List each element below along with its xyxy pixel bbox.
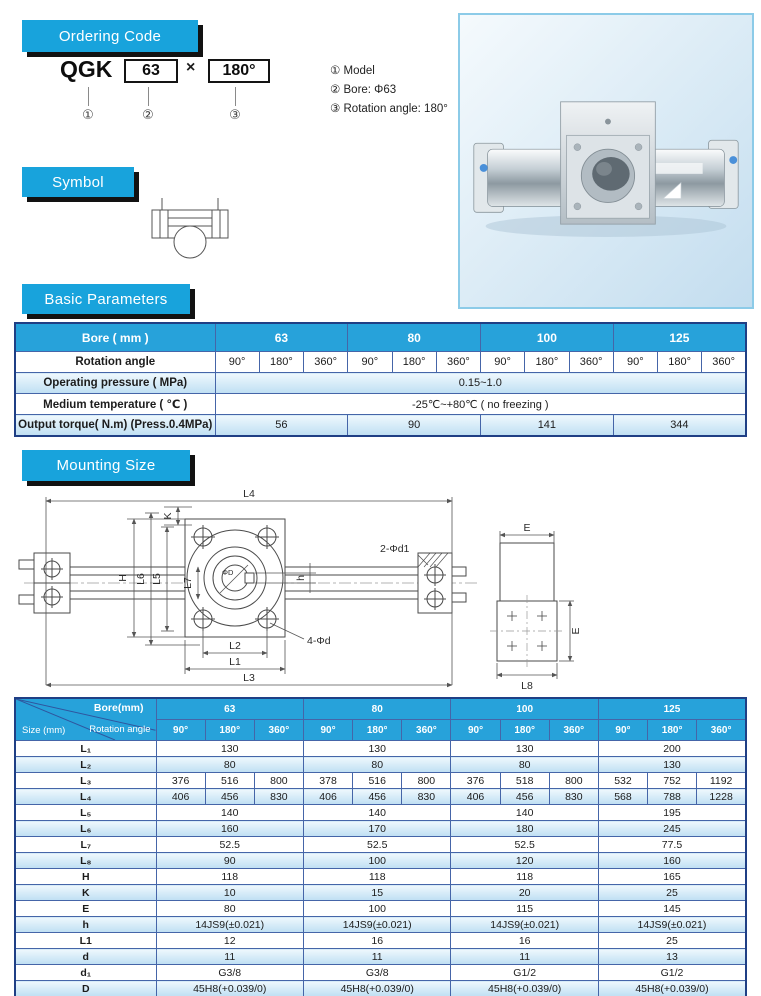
dim-label-L4: L4 [243, 488, 255, 500]
dim-label-L7: L7 [182, 577, 194, 589]
cell: 45H8(+0.039/0) [451, 981, 598, 996]
cell: 180° [658, 352, 702, 373]
row-label: L1 [15, 933, 156, 949]
section-header-mounting-size [22, 450, 190, 481]
table-row [15, 373, 746, 394]
cell: 0.15~1.0 [215, 373, 746, 394]
cell: 456 [205, 789, 254, 805]
column-header: 360° [402, 720, 451, 741]
table-row [15, 965, 746, 981]
cell: 14JS9(±0.021) [303, 917, 450, 933]
dim-label-bore: ΦD [222, 568, 234, 577]
cell: 100 [303, 901, 450, 917]
column-header: 360° [697, 720, 746, 741]
table-row [15, 352, 746, 373]
cell: 20 [451, 885, 598, 901]
cell: 90 [156, 853, 303, 869]
cell: 90° [348, 352, 392, 373]
cell: 11 [303, 949, 450, 965]
ordering-code-bore-box: 63 [124, 59, 178, 83]
column-header: 360° [254, 720, 303, 741]
dim-label-K: K [162, 512, 174, 520]
dim-label-L2: L2 [229, 640, 241, 652]
cell: 140 [156, 805, 303, 821]
cell: 406 [156, 789, 205, 805]
cell: 90° [613, 352, 657, 373]
mounting-size-table [14, 697, 747, 996]
cell: 830 [549, 789, 598, 805]
cell: 752 [648, 773, 697, 789]
table-row [15, 789, 746, 805]
table-row [15, 394, 746, 415]
row-label: L₆ [15, 821, 156, 837]
cell: 378 [303, 773, 352, 789]
cell: 90 [348, 415, 481, 437]
callout-number-2: ② [142, 107, 154, 122]
cell: 130 [598, 757, 746, 773]
cell: 52.5 [156, 837, 303, 853]
column-header: 180° [205, 720, 254, 741]
cell: 80 [303, 757, 450, 773]
callout-line [148, 87, 149, 106]
cell: 344 [613, 415, 746, 437]
cell: 130 [156, 741, 303, 757]
cell: 360° [569, 352, 613, 373]
column-header: 90° [156, 720, 205, 741]
basic-parameters-table [14, 322, 747, 437]
dim-label-h-key: h [295, 575, 307, 581]
cell: 140 [303, 805, 450, 821]
cell: 145 [598, 901, 746, 917]
callout-line [235, 87, 236, 106]
table-row [15, 741, 746, 757]
cell: 80 [156, 757, 303, 773]
column-header-bore: Bore ( mm ) [15, 323, 215, 352]
column-header: 63 [215, 323, 348, 352]
legend-item: ① Model [330, 65, 375, 77]
row-label: L₈ [15, 853, 156, 869]
column-header: 80 [303, 698, 450, 720]
table-row [15, 821, 746, 837]
dim-label-L6: L6 [135, 573, 147, 585]
cell: 11 [156, 949, 303, 965]
cell: 130 [451, 741, 598, 757]
cell: 13 [598, 949, 746, 965]
callout-line [88, 87, 89, 106]
table-header-row [15, 698, 746, 720]
row-label: D [15, 981, 156, 996]
section-header-ordering-code [22, 20, 198, 52]
cell: 15 [303, 885, 450, 901]
cell: 516 [353, 773, 402, 789]
dim-label-L5: L5 [151, 573, 163, 585]
cell: 180 [451, 821, 598, 837]
cell: 170 [303, 821, 450, 837]
cell: 180° [392, 352, 436, 373]
cell: 14JS9(±0.021) [156, 917, 303, 933]
cell: 45H8(+0.039/0) [598, 981, 746, 996]
cell: 52.5 [451, 837, 598, 853]
table-row [15, 773, 746, 789]
cell: 120 [451, 853, 598, 869]
dim-label-H: H [117, 574, 129, 582]
cell: 118 [451, 869, 598, 885]
cell: 180° [259, 352, 303, 373]
cell: 14JS9(±0.021) [598, 917, 746, 933]
corner-label-rotation: Rotation angle [89, 724, 151, 735]
row-label: h [15, 917, 156, 933]
corner-header [15, 698, 156, 741]
cell: 532 [598, 773, 647, 789]
cell: 518 [500, 773, 549, 789]
cell: 165 [598, 869, 746, 885]
table-row [15, 949, 746, 965]
cell: 788 [648, 789, 697, 805]
table-row [15, 757, 746, 773]
cell: 90° [481, 352, 525, 373]
cell: 115 [451, 901, 598, 917]
pneumatic-symbol-drawing [138, 192, 250, 268]
corner-label-bore: Bore(mm) [93, 702, 144, 714]
cell: 56 [215, 415, 348, 437]
cell: 360° [304, 352, 348, 373]
cell: 25 [598, 933, 746, 949]
section-title: Symbol [52, 173, 104, 191]
product-photo [458, 13, 754, 309]
cell: 100 [303, 853, 450, 869]
cell: 1228 [697, 789, 746, 805]
section-title: Mounting Size [56, 457, 156, 474]
column-header: 80 [348, 323, 481, 352]
row-label: L₇ [15, 837, 156, 853]
cell: 360° [702, 352, 746, 373]
ordering-legend [330, 62, 448, 119]
row-label: K [15, 885, 156, 901]
column-header: 90° [598, 720, 647, 741]
cell: 160 [156, 821, 303, 837]
section-title: Ordering Code [58, 27, 162, 45]
cell: 180° [525, 352, 569, 373]
cell: 77.5 [598, 837, 746, 853]
column-header: 100 [451, 698, 598, 720]
cell: 130 [303, 741, 450, 757]
row-label: Rotation angle [15, 352, 215, 373]
dim-label-L3: L3 [243, 672, 255, 684]
row-label: H [15, 869, 156, 885]
cell: 245 [598, 821, 746, 837]
cell: 830 [402, 789, 451, 805]
section-title: Basic Parameters [44, 290, 168, 308]
callout-number-1: ① [82, 107, 94, 122]
row-label: L₅ [15, 805, 156, 821]
section-header-symbol [22, 167, 134, 197]
table-row [15, 885, 746, 901]
row-label: d [15, 949, 156, 965]
cell: 800 [254, 773, 303, 789]
ordering-code-times: × [186, 59, 196, 76]
cell: 800 [402, 773, 451, 789]
row-label: d₁ [15, 965, 156, 981]
column-header: 63 [156, 698, 303, 720]
dim-label-L1: L1 [229, 656, 241, 668]
row-label: Output torque( N.m) (Press.0.4MPa) [15, 415, 215, 437]
table-row [15, 805, 746, 821]
row-label: L₁ [15, 741, 156, 757]
table-row [15, 917, 746, 933]
cell: 360° [436, 352, 480, 373]
cell: G1/2 [598, 965, 746, 981]
cell: 516 [205, 773, 254, 789]
cell: 118 [303, 869, 450, 885]
cell: G1/2 [451, 965, 598, 981]
table-row [15, 837, 746, 853]
cell: 45H8(+0.039/0) [156, 981, 303, 996]
column-header: 125 [598, 698, 746, 720]
cell: 140 [451, 805, 598, 821]
cell: 52.5 [303, 837, 450, 853]
cell: 12 [156, 933, 303, 949]
cell: 14JS9(±0.021) [451, 917, 598, 933]
cell: 80 [156, 901, 303, 917]
cell: 830 [254, 789, 303, 805]
cell: 11 [451, 949, 598, 965]
row-label: L₃ [15, 773, 156, 789]
column-header: 360° [549, 720, 598, 741]
cell: G3/8 [156, 965, 303, 981]
row-label: Operating pressure ( MPa) [15, 373, 215, 394]
column-header: 90° [303, 720, 352, 741]
column-header: 100 [481, 323, 614, 352]
cell: 456 [353, 789, 402, 805]
cell: 568 [598, 789, 647, 805]
table-row [15, 901, 746, 917]
row-label: E [15, 901, 156, 917]
cell: 376 [451, 773, 500, 789]
table-row [15, 933, 746, 949]
cell: 200 [598, 741, 746, 757]
column-header: 180° [500, 720, 549, 741]
dim-label-E-side: E [570, 627, 582, 635]
cell: 456 [500, 789, 549, 805]
dim-note-4-d: 4-Φd [307, 635, 331, 647]
legend-item: ② Bore: Φ63 [330, 84, 397, 96]
ordering-code-model: QGK [60, 56, 113, 82]
cell: 160 [598, 853, 746, 869]
table-row [15, 853, 746, 869]
cell: 376 [156, 773, 205, 789]
row-label: L₄ [15, 789, 156, 805]
cell: 80 [451, 757, 598, 773]
legend-item: ③ Rotation angle: 180° [330, 103, 448, 115]
row-label: L₂ [15, 757, 156, 773]
cell: 406 [303, 789, 352, 805]
row-label: Medium temperature ( ℃ ) [15, 394, 215, 415]
table-header-row [15, 323, 746, 352]
corner-label-size: Size (mm) [22, 725, 66, 736]
cell: 1192 [697, 773, 746, 789]
ordering-code-angle-box: 180° [208, 59, 270, 83]
cell: 406 [451, 789, 500, 805]
cell: 118 [156, 869, 303, 885]
cell: -25℃~+80℃ ( no freezing ) [215, 394, 746, 415]
dim-note-2-d1: 2-Φd1 [380, 543, 410, 555]
cell: 45H8(+0.039/0) [303, 981, 450, 996]
cell: 16 [451, 933, 598, 949]
cell: 16 [303, 933, 450, 949]
cell: 195 [598, 805, 746, 821]
column-header: 180° [353, 720, 402, 741]
column-header: 90° [451, 720, 500, 741]
section-header-basic-parameters [22, 284, 190, 314]
table-row [15, 415, 746, 437]
mounting-dimension-drawing [14, 483, 747, 695]
table-row [15, 981, 746, 996]
dim-label-L8: L8 [521, 680, 533, 692]
cell: G3/8 [303, 965, 450, 981]
column-header: 180° [648, 720, 697, 741]
cell: 800 [549, 773, 598, 789]
callout-number-3: ③ [229, 107, 241, 122]
table-row [15, 869, 746, 885]
column-header: 125 [613, 323, 746, 352]
cell: 25 [598, 885, 746, 901]
dim-label-E-top: E [523, 522, 531, 534]
cell: 10 [156, 885, 303, 901]
cell: 141 [481, 415, 614, 437]
cell: 90° [215, 352, 259, 373]
